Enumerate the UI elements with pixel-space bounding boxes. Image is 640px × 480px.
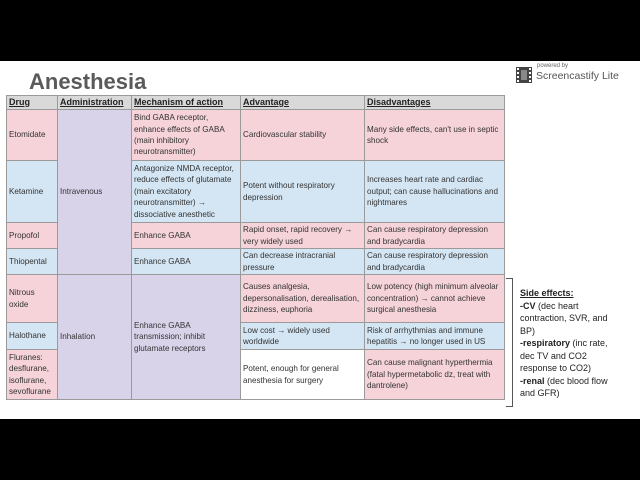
disadvantage-cell: Many side effects, can't use in septic shock bbox=[365, 110, 505, 161]
side-effects-heading: Side effects: bbox=[520, 288, 574, 298]
film-strip-icon bbox=[516, 67, 532, 83]
slide-title: Anesthesia bbox=[29, 69, 147, 94]
drug-cell: Halothane bbox=[7, 323, 58, 350]
header-mechanism: Mechanism of action bbox=[132, 96, 241, 110]
header-drug: Drug bbox=[7, 96, 58, 110]
disadvantage-cell: Can cause malignant hyperthermia (fatal hypermetabolic dz, treat with dantrolene) bbox=[365, 350, 505, 400]
disadvantage-cell: Can cause respiratory depression and bradycardia bbox=[365, 223, 505, 249]
side-effect-cv bbox=[520, 300, 620, 338]
mechanism-cell: Antagonize NMDA receptor, reduce effects of glutamate (main excitatory neurotransmitter) → dissociative anesthetic bbox=[132, 161, 241, 223]
inhalation-bracket bbox=[506, 278, 513, 407]
drug-cell: Propofol bbox=[7, 223, 58, 249]
respiratory-text: (inc rate, dec TV and CO2 response to CO2) bbox=[520, 338, 608, 373]
renal-text: (dec blood flow and GFR) bbox=[520, 375, 608, 398]
renal-label: -renal bbox=[520, 375, 545, 386]
drug-cell: Fluranes: desflurane, isoflurane, sevoflurane bbox=[7, 350, 58, 400]
powered-by-text: powered by bbox=[537, 63, 569, 69]
table-row bbox=[7, 275, 505, 323]
side-effects-note bbox=[520, 287, 620, 400]
header-disadvantages: Disadvantages bbox=[365, 96, 505, 110]
advantage-cell: Cardiovascular stability bbox=[241, 110, 365, 161]
table-row bbox=[7, 110, 505, 161]
disadvantage-cell: Increases heart rate and cardiac output; can cause hallucinations and nightmares bbox=[365, 161, 505, 223]
drug-cell: Etomidate bbox=[7, 110, 58, 161]
route-inhalation: Inhalation bbox=[58, 275, 132, 400]
header-administration: Administration bbox=[58, 96, 132, 110]
mechanism-cell: Bind GABA receptor, enhance effects of GABA (main inhibitory neurotransmitter) bbox=[132, 110, 241, 161]
brand-name: Screencastify Lite bbox=[536, 70, 619, 82]
advantage-cell: Potent without respiratory depression bbox=[241, 161, 365, 223]
mechanism-cell: Enhance GABA bbox=[132, 223, 241, 249]
screencastify-branding bbox=[516, 64, 638, 86]
disadvantage-cell: Risk of arrhythmias and immune hepatitis → no longer used in US bbox=[365, 323, 505, 350]
advantage-cell: Can decrease intracranial pressure bbox=[241, 249, 365, 275]
disadvantage-cell: Can cause respiratory depression and bradycardia bbox=[365, 249, 505, 275]
anesthesia-table bbox=[6, 95, 505, 400]
drug-cell: Thiopental bbox=[7, 249, 58, 275]
advantage-cell: Low cost → widely used worldwide bbox=[241, 323, 365, 350]
table-header-row bbox=[7, 96, 505, 110]
mechanism-cell: Enhance GABA bbox=[132, 249, 241, 275]
cv-text: (dec heart contraction, SVR, and BP) bbox=[520, 300, 608, 336]
advantage-cell: Rapid onset, rapid recovery → very widely used bbox=[241, 223, 365, 249]
disadvantage-cell: Low potency (high minimum alveolar concentration) → cannot achieve surgical anesthesia bbox=[365, 275, 505, 323]
slide bbox=[0, 61, 640, 419]
header-advantage: Advantage bbox=[241, 96, 365, 110]
inhaled-mechanism-cell: Enhance GABA transmission; inhibit glutamate receptors bbox=[132, 275, 241, 400]
advantage-cell: Causes analgesia, depersonalisation, derealisation, dizziness, euphoria bbox=[241, 275, 365, 323]
side-effect-respiratory bbox=[520, 337, 620, 375]
drug-cell: Nitrous oxide bbox=[7, 275, 58, 323]
cv-label: -CV bbox=[520, 300, 536, 311]
drug-cell: Ketamine bbox=[7, 161, 58, 223]
advantage-cell: Potent, enough for general anesthesia for surgery bbox=[241, 350, 365, 400]
side-effect-renal bbox=[520, 375, 620, 400]
respiratory-label: -respiratory bbox=[520, 338, 571, 348]
route-intravenous: Intravenous bbox=[58, 110, 132, 275]
